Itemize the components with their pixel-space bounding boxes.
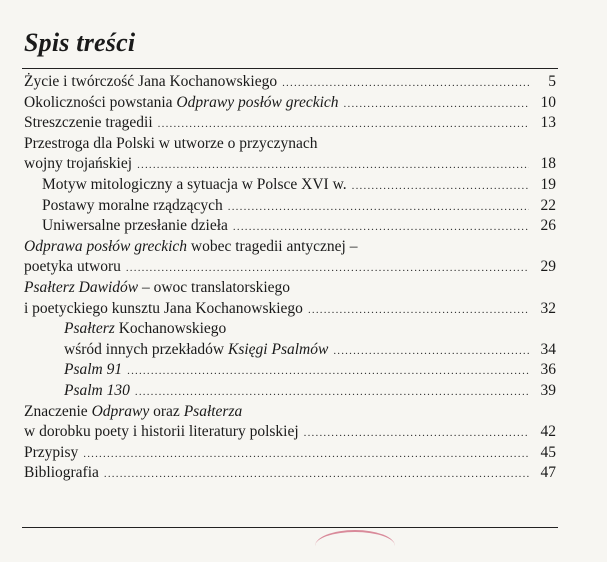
dot-leader bbox=[126, 258, 529, 279]
dot-leader bbox=[135, 382, 529, 403]
italic-title-segment: Psalm 91 bbox=[64, 361, 123, 379]
toc-entry bbox=[24, 443, 556, 464]
title-segment: Znaczenie bbox=[24, 402, 92, 420]
dot-leader bbox=[158, 114, 529, 135]
title-segment: Postawy moralne rządzących bbox=[42, 196, 223, 214]
toc-entry bbox=[24, 113, 556, 134]
page-number: 13 bbox=[540, 114, 556, 132]
toc-entry-title bbox=[24, 113, 153, 134]
title-segment: Okoliczności powstania bbox=[24, 93, 177, 111]
toc-entry bbox=[24, 216, 556, 237]
italic-title-segment: Psałterz bbox=[64, 320, 115, 338]
toc-entry-title bbox=[24, 278, 290, 299]
dot-leader bbox=[127, 361, 529, 382]
toc-entry bbox=[24, 422, 556, 443]
title-segment: Kochanowskiego bbox=[114, 320, 227, 338]
page-number: 19 bbox=[540, 175, 556, 193]
dot-leader bbox=[333, 341, 529, 362]
toc-entry-title bbox=[42, 196, 223, 217]
dot-leader bbox=[83, 444, 529, 465]
toc-entry-title bbox=[64, 381, 130, 402]
toc-entry bbox=[24, 463, 556, 484]
toc-entry-title bbox=[24, 299, 303, 320]
title-segment: – owoc translatorskiego bbox=[138, 278, 291, 296]
toc-entry bbox=[24, 154, 556, 175]
title-segment: wojny trojańskiej bbox=[24, 155, 133, 173]
dot-leader bbox=[304, 423, 529, 444]
bottom-rule bbox=[22, 527, 558, 528]
page-number: 34 bbox=[540, 340, 556, 358]
toc-entry-title bbox=[24, 134, 318, 155]
italic-title-segment: Psałterza bbox=[183, 402, 243, 420]
title-segment: poetyka utworu bbox=[24, 258, 121, 276]
toc-entry-title bbox=[24, 257, 121, 278]
toc-entry-title bbox=[24, 463, 99, 484]
dot-leader bbox=[228, 197, 529, 218]
page-number: 47 bbox=[540, 464, 556, 482]
toc-entry bbox=[24, 360, 556, 381]
page-number: 36 bbox=[540, 361, 556, 379]
title-segment: Życie i twórczość Jana Kochanowskiego bbox=[24, 73, 278, 90]
title-segment: Streszczenie tragedii bbox=[24, 114, 153, 132]
italic-title-segment: Psałterz Dawidów bbox=[24, 278, 139, 296]
toc-entry-title bbox=[24, 154, 132, 175]
page-number: 26 bbox=[540, 217, 556, 235]
toc-entry bbox=[24, 402, 556, 423]
toc-entry-title bbox=[64, 360, 122, 381]
toc-list bbox=[24, 72, 556, 484]
toc-entry bbox=[24, 196, 556, 217]
dot-leader bbox=[104, 464, 529, 485]
italic-title-segment: Odprawa posłów greckich bbox=[24, 237, 188, 255]
toc-entry bbox=[24, 299, 556, 320]
dot-leader bbox=[344, 94, 529, 115]
top-rule bbox=[22, 68, 558, 69]
title-segment: wśród innych przekładów bbox=[64, 340, 228, 358]
toc-entry bbox=[24, 278, 556, 299]
title-segment: wobec tragedii antycznej – bbox=[187, 237, 358, 255]
page-number: 29 bbox=[540, 258, 556, 276]
dot-leader bbox=[137, 155, 529, 176]
title-segment: Bibliografia bbox=[24, 464, 99, 482]
toc-entry-title bbox=[24, 93, 339, 114]
stamp-mark bbox=[315, 530, 395, 562]
title-segment: i poetyckiego kunsztu Jana Kochanowskiego bbox=[24, 299, 303, 317]
toc-entry bbox=[24, 340, 556, 361]
toc-entry bbox=[24, 175, 556, 196]
page-number: 5 bbox=[548, 73, 556, 90]
page-number: 18 bbox=[540, 155, 556, 173]
toc-entry-title bbox=[24, 402, 242, 423]
toc-entry-title bbox=[64, 340, 328, 361]
toc-entry bbox=[24, 381, 556, 402]
toc-entry bbox=[24, 93, 556, 114]
italic-title-segment: Odprawy bbox=[91, 402, 150, 420]
page-number: 10 bbox=[540, 93, 556, 111]
page-title: Spis treści bbox=[24, 28, 136, 57]
dot-leader bbox=[233, 217, 529, 238]
title-segment: Przestroga dla Polski w utworze o przyczynach bbox=[24, 134, 318, 152]
toc-entry bbox=[24, 134, 556, 155]
title-segment: Motyw mitologiczny a sytuacja w Polsce XVI w. bbox=[42, 175, 347, 193]
title-segment: Uniwersalne przesłanie dzieła bbox=[42, 217, 228, 235]
dot-leader bbox=[282, 73, 529, 94]
toc-entry-title bbox=[24, 237, 357, 258]
italic-title-segment: Odprawy posłów greckich bbox=[176, 93, 339, 111]
toc-entry-title bbox=[24, 443, 78, 464]
toc-entry-title bbox=[42, 216, 228, 237]
toc-entry bbox=[24, 72, 556, 93]
dot-leader bbox=[308, 300, 529, 321]
title-segment: Przypisy bbox=[24, 443, 79, 461]
italic-title-segment: Księgi Psalmów bbox=[228, 340, 329, 358]
title-segment: w dorobku poety i historii literatury polskiej bbox=[24, 423, 299, 441]
toc-entry bbox=[24, 237, 556, 258]
page-number: 45 bbox=[540, 443, 556, 461]
page-number: 42 bbox=[540, 423, 556, 441]
title-segment: oraz bbox=[149, 402, 184, 420]
toc-entry-title bbox=[42, 175, 347, 196]
dot-leader bbox=[352, 176, 529, 197]
toc-entry bbox=[24, 319, 556, 340]
page-number: 32 bbox=[540, 299, 556, 317]
italic-title-segment: Psalm 130 bbox=[64, 381, 130, 399]
page-number: 22 bbox=[540, 196, 556, 214]
toc-entry-title bbox=[24, 422, 299, 443]
toc-entry-title bbox=[64, 319, 226, 340]
toc-entry-title bbox=[24, 72, 277, 93]
toc-entry bbox=[24, 257, 556, 278]
page-number: 39 bbox=[540, 381, 556, 399]
